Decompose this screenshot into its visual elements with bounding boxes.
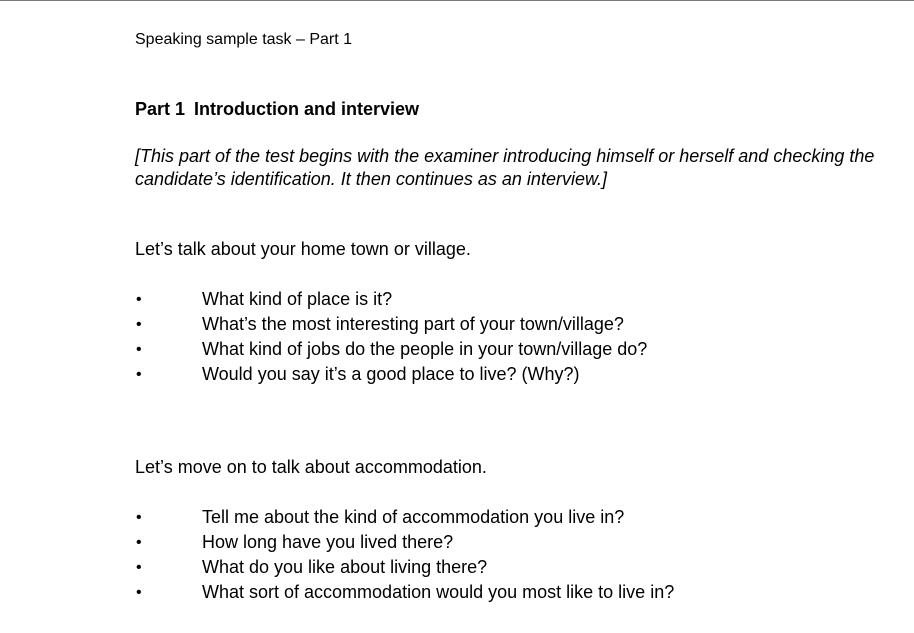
list-item <box>135 337 895 362</box>
question-text: Tell me about the kind of accommodation you live in? <box>202 507 625 527</box>
question-text: What kind of jobs do the people in your town/village do? <box>202 339 648 359</box>
page-top-border <box>0 0 914 1</box>
question-text: What’s the most interesting part of your town/village? <box>202 314 624 334</box>
bullet-icon: • <box>136 291 142 308</box>
question-text: What kind of place is it? <box>202 289 393 309</box>
bullet-icon: • <box>136 559 142 576</box>
list-item <box>135 362 895 387</box>
part-title: Introduction and interview <box>194 99 420 119</box>
list-item <box>135 580 895 605</box>
intro-note: [This part of the test begins with the examiner introducing himself or herself and checking the candidate’s identification. It then continues as an interview.] <box>135 146 875 189</box>
list-item <box>135 530 895 555</box>
list-item <box>135 287 895 312</box>
question-text: Would you say it’s a good place to live? (Why?) <box>202 364 580 384</box>
section-prompt-accommodation: Let’s move on to talk about accommodation. <box>135 457 487 477</box>
part-heading <box>135 98 419 120</box>
section-prompt-home-town: Let’s talk about your home town or village. <box>135 239 471 259</box>
question-list-home-town <box>135 287 895 387</box>
bullet-icon: • <box>136 534 142 551</box>
bullet-icon: • <box>136 584 142 601</box>
part-number: Part 1 <box>135 99 186 119</box>
question-text: What do you like about living there? <box>202 557 488 577</box>
bullet-icon: • <box>136 509 142 526</box>
question-list-accommodation <box>135 505 895 605</box>
bullet-icon: • <box>136 366 142 383</box>
list-item <box>135 555 895 580</box>
list-item <box>135 312 895 337</box>
list-item <box>135 505 895 530</box>
question-text: How long have you lived there? <box>202 532 454 552</box>
document-header: Speaking sample task – Part 1 <box>135 31 353 48</box>
bullet-icon: • <box>136 316 142 333</box>
bullet-icon: • <box>136 341 142 358</box>
question-text: What sort of accommodation would you most like to live in? <box>202 582 675 602</box>
